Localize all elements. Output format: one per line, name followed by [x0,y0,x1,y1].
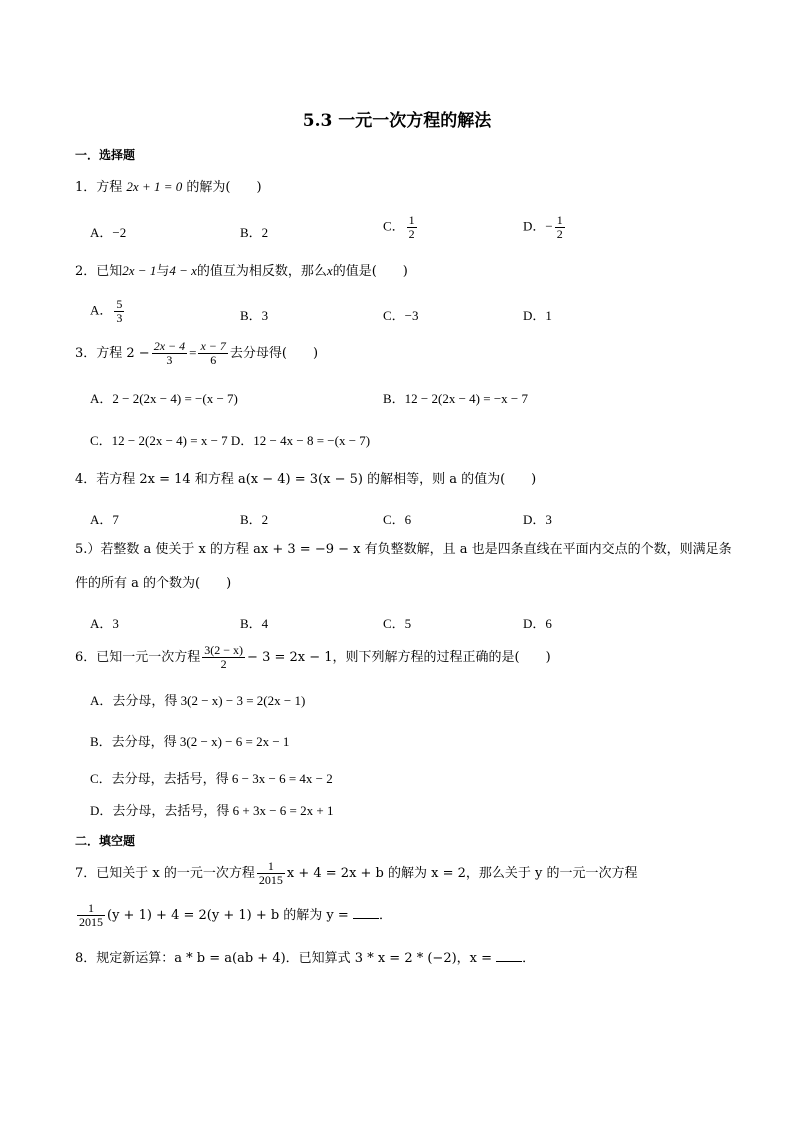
q4-option-d[interactable]: D．3 [523,512,552,527]
q2-expr-2: 4 − x [169,263,197,278]
q1-option-a[interactable]: A．−2 [90,225,127,240]
q1-option-c-label: C． [383,218,405,234]
q8-end-punct: ． [522,951,536,966]
fraction-numerator: 2x − 4 [153,339,186,353]
q1-option-c[interactable] [383,214,419,241]
q2-prefix: 2．已知 [75,264,123,279]
q1-option-b[interactable]: B．2 [240,225,269,240]
fraction-denominator: 2015 [79,915,103,929]
q2-option-a-fraction [114,298,124,325]
fraction-numerator: 3(2 − x) [204,643,244,657]
q6-option-d[interactable]: D．去分母，去括号，得 6 + 3x − 6 = 2x + 1 [90,803,334,818]
q2-option-a[interactable] [90,298,126,325]
fraction-numerator: 1 [257,860,285,874]
q4-option-b[interactable]: B．2 [240,512,269,527]
q3-prefix: 3．方程 2 − [75,346,150,361]
q8-stem: 8．规定新运算：a * b = a(ab + 4)．已知算式 3 * x = 2 * (−2)，x = [75,951,493,966]
q7-line2-text: (y + 1) + 4 = 2(y + 1) + b 的解为 y = [107,908,349,923]
question-2 [75,262,408,281]
q5-option-b[interactable]: B．4 [240,616,269,631]
q1-option-d-label: D．− [523,218,553,234]
question-7-line-1 [75,860,638,887]
q7-fraction [257,860,285,887]
q2-middle: 的值互为相反数，那么 [196,264,327,279]
q3-fraction-1 [152,340,187,367]
fraction-numerator: 1 [556,213,563,227]
question-5-line-2: 件的所有 a 的个数为( ) [75,576,232,591]
q1-option-d[interactable] [523,214,567,241]
q3-option-a[interactable]: A．2 − 2(2x − 4) = −(x − 7) [90,391,238,406]
section-heading-choice: 一．选择题 [75,148,136,162]
q2-option-d[interactable]: D．1 [523,308,552,323]
q6-suffix: − 3 = 2x − 1，则下列解方程的过程正确的是( ) [247,650,551,665]
q4-option-c[interactable]: C．6 [383,512,412,527]
q2-conj: 与 [156,264,170,279]
q5-option-d[interactable]: D．6 [523,616,552,631]
q7-line2-fraction [77,902,105,929]
page-title: 5.3 一元一次方程的解法 [302,111,492,131]
q1-suffix: 的解为( ) [186,180,262,195]
section-heading-fill: 二．填空题 [75,834,136,848]
fraction-numerator: 1 [408,213,415,227]
q6-prefix: 6．已知一元一次方程 [75,650,201,665]
q1-prefix: 1．方程 [75,180,123,195]
q3-fraction-2 [198,340,227,367]
fraction-numerator: 5 [116,297,123,311]
q7-answer-blank[interactable] [353,906,379,919]
q7-suffix: x + 4 = 2x + b 的解为 x = 2，那么关于 y 的一元一次方程 [286,866,638,881]
q3-option-cd[interactable]: C．12 − 2(2x − 4) = x − 7 D．12 − 4x − 8 = −(x − 7) [90,433,371,448]
q5-option-c[interactable]: C．5 [383,616,412,631]
question-7-line-2 [75,902,392,929]
q6-option-b[interactable]: B．去分母，得 3(2 − x) − 6 = 2x − 1 [90,734,290,749]
q2-option-a-label: A． [90,302,113,318]
question-6 [75,644,551,671]
q6-option-a[interactable]: A．去分母，得 3(2 − x) − 3 = 2(2x − 1) [90,693,306,708]
question-5-line-1: 5.）若整数 a 使关于 x 的方程 ax + 3 = −9 − x 有负整数解，且 a 也是四条直线在平面内交点的个数，则满足条 [75,542,732,557]
q2-suffix: 的值是( ) [332,264,408,279]
question-4: 4．若方程 2x = 14 和方程 a(x − 4) = 3(x − 5) 的解相等，则 a 的值为( ) [75,472,537,487]
q2-expr-1: 2x − 1 [122,263,157,278]
q1-equation: 2x + 1 = 0 [126,179,183,194]
q2-option-c[interactable]: C．−3 [383,308,419,323]
fraction-denominator: 6 [210,353,217,367]
fraction-numerator: 1 [77,902,105,916]
q4-option-a[interactable]: A．7 [90,512,119,527]
q2-variable: x [326,263,333,278]
fraction-denominator: 2 [556,227,563,241]
q3-equals: = [189,345,197,360]
fraction-denominator: 3 [116,311,123,325]
q3-option-b[interactable]: B．12 − 2(2x − 4) = −x − 7 [383,391,528,406]
fraction-numerator: x − 7 [200,339,226,353]
q7-end-punct: ． [378,908,392,923]
q7-prefix: 7．已知关于 x 的一元一次方程 [75,866,255,881]
question-3 [75,340,318,367]
q6-option-c[interactable]: C．去分母，去括号，得 6 − 3x − 6 = 4x − 2 [90,771,333,786]
q6-fraction [202,644,245,671]
fraction-denominator: 3 [166,353,173,367]
q3-suffix: 去分母得( ) [229,346,319,361]
fraction-denominator: 2 [220,657,227,671]
q5-option-a[interactable]: A．3 [90,616,119,631]
q8-answer-blank[interactable] [496,949,522,962]
question-8 [75,949,535,968]
q1-option-d-fraction [555,214,565,241]
fraction-denominator: 2 [408,227,415,241]
fraction-denominator: 2015 [258,873,283,887]
q1-option-c-fraction [407,214,417,241]
question-1 [75,178,262,197]
q2-option-b[interactable]: B．3 [240,308,269,323]
